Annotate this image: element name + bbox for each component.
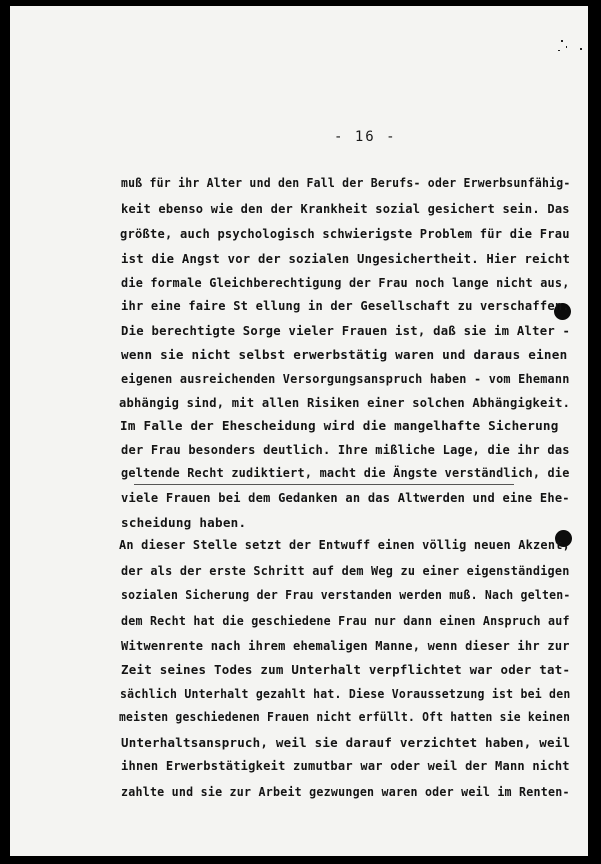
text-line: abhängig sind, mit allen Risiken einer solchen Abhängigkeit. — [119, 395, 571, 410]
text-line: Im Falle der Ehescheidung wird die mangelhafte Sicherung — [120, 418, 559, 433]
text-line: keit ebenso wie den der Krankheit sozial gesichert sein. Das — [121, 201, 570, 216]
text-line: viele Frauen bei dem Gedanken an das Altwerden und eine Ehe- — [121, 490, 570, 505]
text-line: Die berechtigte Sorge vieler Frauen ist, daß sie im Alter - — [121, 323, 571, 338]
text-line: ihr eine faire St ellung in der Gesellschaft zu verschaffen. — [121, 298, 570, 313]
text-line: ist die Angst vor der sozialen Ungesichertheit. Hier reicht — [121, 251, 571, 266]
text-line: Zeit seines Todes zum Unterhalt verpflichtet war oder tat- — [121, 662, 571, 677]
text-line: sozialen Sicherung der Frau verstanden werden muß. Nach gelten- — [121, 587, 571, 602]
text-line: zahlte und sie zur Arbeit gezwungen waren oder weil im Renten- — [121, 784, 570, 799]
text-line: wenn sie nicht selbst erwerbstätig waren und daraus einen — [121, 347, 568, 362]
pencil-underline — [134, 484, 514, 485]
text-line: Unterhaltsanspruch, weil sie darauf verzichtet haben, weil — [121, 735, 571, 750]
text-line: sächlich Unterhalt gezahlt hat. Diese Voraussetzung ist bei den — [120, 686, 571, 701]
text-line: Witwenrente nach ihrem ehemaligen Manne, wenn dieser ihr zur — [121, 638, 570, 653]
text-line: eigenen ausreichenden Versorgungsanspruch haben - vom Ehemann — [121, 371, 570, 386]
text-line: meisten geschiedenen Frauen nicht erfüllt. Oft hatten sie keinen — [119, 709, 571, 724]
text-line: muß für ihr Alter und den Fall der Berufs- oder Erwerbsunfähig- — [121, 175, 571, 190]
document-page — [10, 6, 588, 856]
page-number: - 16 - — [334, 129, 397, 145]
text-line: ihnen Erwerbstätigkeit zumutbar war oder weil der Mann nicht — [121, 758, 570, 773]
text-line: geltende Recht zudiktiert, macht die Ängste verständlich, die — [121, 465, 570, 480]
text-line: An dieser Stelle setzt der Entwuff einen völlig neuen Akzent, — [119, 537, 571, 552]
text-line: größte, auch psychologisch schwierigste Problem für die Frau — [120, 226, 570, 241]
text-line: scheidung haben. — [121, 515, 247, 530]
text-line: dem Recht hat die geschiedene Frau nur dann einen Anspruch auf — [121, 613, 570, 628]
text-line: die formale Gleichberechtigung der Frau noch lange nicht aus, — [121, 275, 570, 290]
text-line: der als der erste Schritt auf dem Weg zu einer eigenständigen — [121, 563, 570, 578]
text-line: der Frau besonders deutlich. Ihre mißliche Lage, die ihr das — [121, 442, 570, 457]
